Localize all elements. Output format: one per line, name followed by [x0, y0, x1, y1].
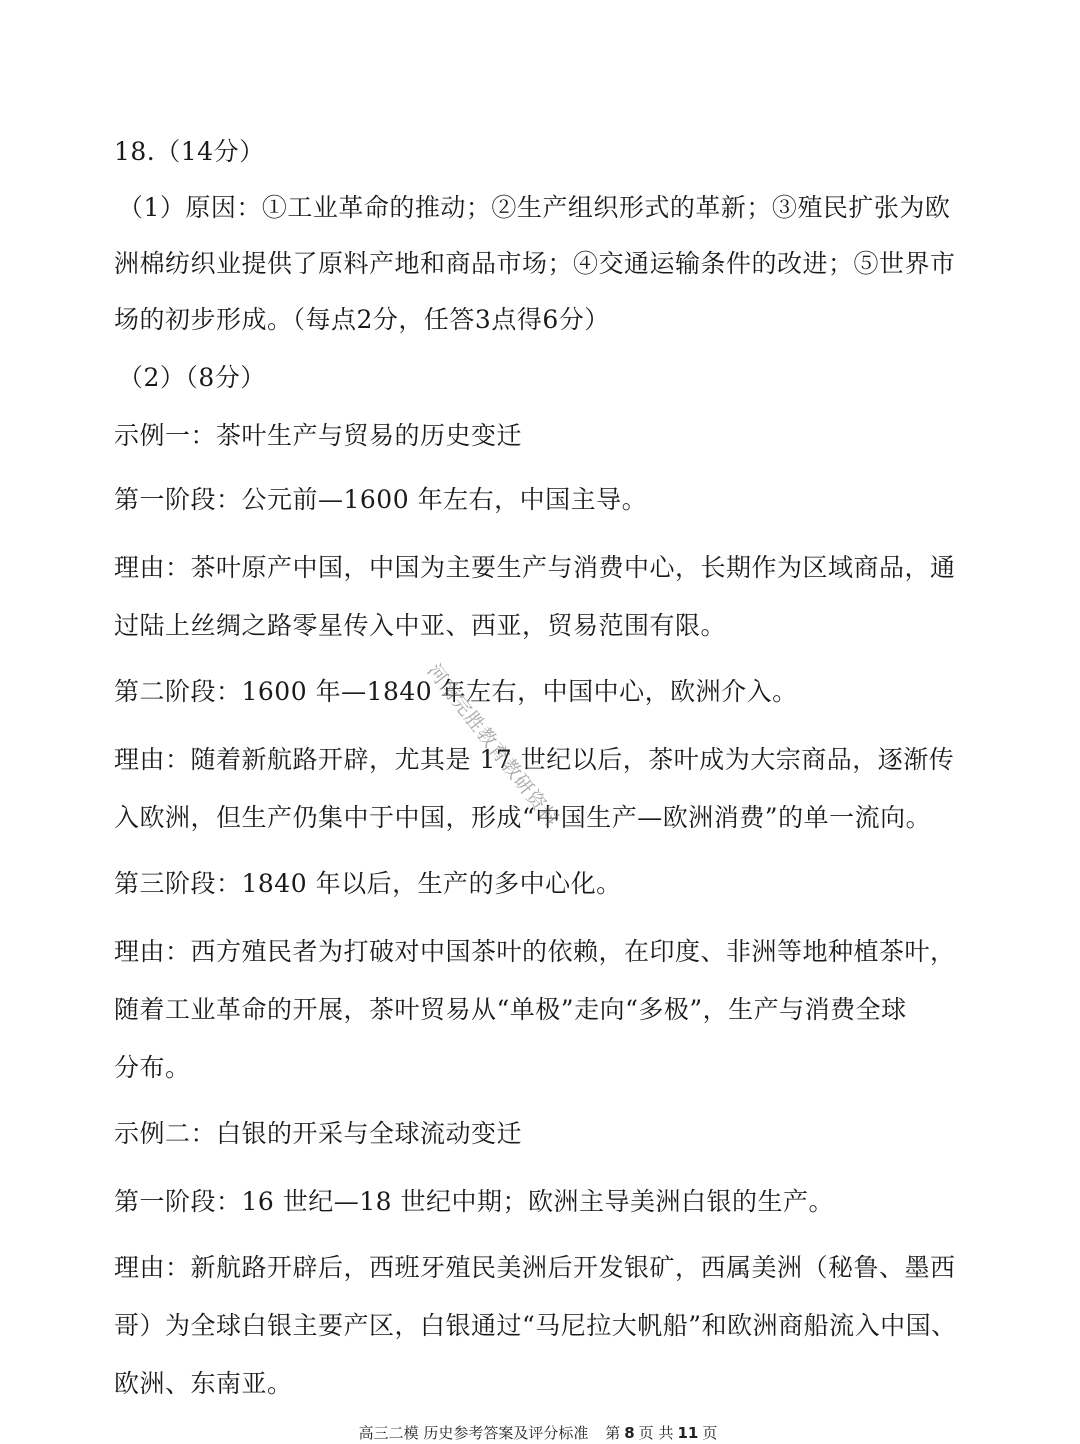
example2-reason1-line1: 理由：新航路开辟后，西班牙殖民美洲后开发银矿，西属美洲（秘鲁、墨西: [114, 1253, 956, 1282]
example1-reason2-line2: 入欧洲，但生产仍集中于中国，形成“中国生产—欧洲消费”的单一流向。: [114, 803, 932, 832]
footer-doc-name: 高三二模 历史参考答案及评分标准: [358, 1424, 589, 1442]
example1-reason3-line3: 分布。: [114, 1053, 191, 1082]
q18-part1-line2: 洲棉纺织业提供了原料产地和商品市场；④交通运输条件的改进；⑤世界市: [114, 249, 956, 278]
q18-part2-title: （2）（8分）: [118, 363, 266, 392]
footer-page-suffix: 页: [702, 1424, 718, 1442]
example1-reason1-line1: 理由：茶叶原产中国，中国为主要生产与消费中心，长期作为区域商品，通: [114, 553, 956, 582]
page-footer: [0, 1424, 1080, 1442]
footer-page-prefix: 第: [605, 1424, 621, 1442]
footer-page-total: 11: [677, 1424, 699, 1442]
example1-title: 示例一：茶叶生产与贸易的历史变迁: [114, 421, 523, 450]
footer-page-indicator: [601, 1424, 721, 1442]
example1-reason3-line1: 理由：西方殖民者为打破对中国茶叶的依赖，在印度、非洲等地种植茶叶，: [114, 937, 956, 966]
q18-part1-line1: （1）原因：①工业革命的推动；②生产组织形式的革新；③殖民扩张为欧: [118, 193, 951, 222]
example1-stage1: 第一阶段：公元前—1600 年左右，中国主导。: [114, 485, 648, 514]
example2-title: 示例二：白银的开采与全球流动变迁: [114, 1119, 523, 1148]
q18-part1-line3: 场的初步形成。（每点2分，任答3点得6分）: [114, 305, 610, 334]
example1-reason1-line2: 过陆上丝绸之路零星传入中亚、西亚，贸易范围有限。: [114, 611, 727, 640]
footer-page-number: 8: [624, 1424, 635, 1442]
example2-reason1-line2: 哥）为全球白银主要产区，白银通过“马尼拉大帆船”和欧洲商船流入中国、: [114, 1311, 957, 1340]
example1-reason2-line1: 理由：随着新航路开辟，尤其是 17 世纪以后，茶叶成为大宗商品，逐渐传: [114, 745, 955, 774]
example2-reason1-line3: 欧洲、东南亚。: [114, 1369, 293, 1398]
footer-page-middle: 页 共: [638, 1424, 674, 1442]
example1-stage2: 第二阶段：1600 年—1840 年左右，中国中心，欧洲介入。: [114, 677, 798, 706]
example1-stage3: 第三阶段：1840 年以后，生产的多中心化。: [114, 869, 622, 898]
question-18-title: 18.（14分）: [114, 137, 265, 166]
example2-stage1: 第一阶段：16 世纪—18 世纪中期；欧洲主导美洲白银的生产。: [114, 1187, 835, 1216]
watermark-stamp: 河南完胜教育教研资料: [422, 660, 564, 832]
example1-reason3-line2: 随着工业革命的开展，茶叶贸易从“单极”走向“多极”，生产与消费全球: [114, 995, 907, 1024]
